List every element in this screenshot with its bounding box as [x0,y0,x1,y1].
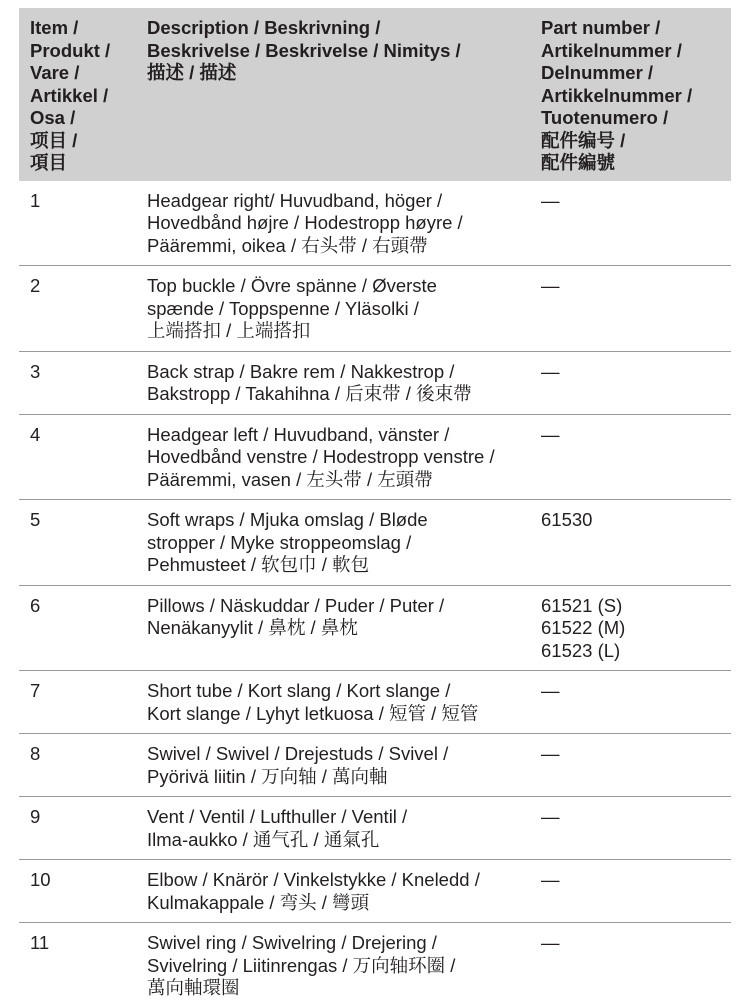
part-number [530,414,731,500]
part-number [530,351,731,414]
header-item-line: Item / [30,17,79,38]
part-number-line: — [541,189,560,211]
part-number [530,500,731,586]
part-number-line: 61521 (S) [541,594,623,616]
header-description-line: 描述 / 描述 [147,62,237,83]
header-row [19,8,731,181]
item-number: 1 [19,181,136,266]
item-number: 3 [19,351,136,414]
part-number-line: — [541,806,560,827]
part-number-line: — [541,423,560,445]
description-line: Svivelring / Liitinrengas / 万向轴环圈 / [147,954,456,976]
item-number: 4 [19,414,136,500]
part-number-line: — [541,743,560,764]
header-part-line: Artikelnummer / [541,39,682,61]
item-number: 8 [19,734,136,797]
part-number-line: 61522 (M) [541,617,626,638]
part-number-line: — [541,360,560,382]
header-part-line: Tuotenumero / [541,107,669,128]
item-number: 10 [19,860,136,923]
description-line: 萬向軸環圈 [147,977,240,998]
item-description [136,585,530,671]
part-number [530,671,731,734]
table-row [19,585,731,671]
item-description [136,923,530,1008]
table-row [19,734,731,797]
description-line: Pääremmi, vasen / 左头带 / 左頭帶 [147,468,433,490]
part-number [530,266,731,352]
part-number-line: — [541,869,560,890]
description-line: spænde / Toppspenne / Yläsolki / [147,297,419,319]
item-description [136,797,530,860]
table-body [19,181,731,1008]
item-number: 2 [19,266,136,352]
header-item-line: 项目 / [30,129,78,151]
item-description [136,734,530,797]
header-part-line: 配件编号 / [541,129,626,151]
item-description [136,351,530,414]
header-part-number [530,8,731,181]
table-row [19,351,731,414]
table-row [19,671,731,734]
description-line: Top buckle / Övre spänne / Øverste [147,275,437,296]
item-number: 7 [19,671,136,734]
description-line: Vent / Ventil / Lufthuller / Ventil / [147,806,408,827]
item-description [136,671,530,734]
table-row [19,860,731,923]
description-line: Pääremmi, oikea / 右头带 / 右頭帶 [147,234,428,256]
description-line: Swivel / Swivel / Drejestuds / Svivel / [147,743,449,764]
header-item-line: Produkt / [30,39,111,61]
header-description-line: Description / Beskrivning / [147,17,381,38]
header-part-line: 配件編號 [541,152,616,173]
part-number-line: — [541,932,560,953]
table-row [19,923,731,1008]
table-row [19,500,731,586]
header-part-line: Part number / [541,17,661,38]
item-number: 11 [30,932,50,953]
item-description [136,181,530,266]
description-line: Nenäkanyylit / 鼻枕 / 鼻枕 [147,617,358,638]
description-line: Kort slange / Lyhyt letkuosa / 短管 / 短管 [147,702,479,724]
item-description [136,414,530,500]
item-number: 9 [19,797,136,860]
description-line: Elbow / Knärör / Vinkelstykke / Kneledd / [147,869,480,890]
header-item-line: Artikkel / [30,84,109,106]
description-line: stropper / Myke stroppeomslag / [147,531,412,553]
description-line: Headgear left / Huvudband, vänster / [147,423,450,445]
description-line: Headgear right/ Huvudband, höger / [147,189,443,211]
part-number [530,734,731,797]
header-item-line: 項目 [30,152,68,173]
header-description-line: Beskrivelse / Beskrivelse / Nimitys / [147,39,461,61]
description-line: 上端搭扣 / 上端搭扣 [147,320,311,341]
part-number [530,860,731,923]
description-line: Swivel ring / Swivelring / Drejering / [147,932,437,953]
description-line: Hovedbånd venstre / Hodestropp venstre / [147,446,495,467]
header-part-line: Artikkelnummer / [541,84,693,106]
part-number-line: — [541,275,560,296]
header-item-line: Osa / [30,107,76,128]
description-line: Pyörivä liitin / 万向轴 / 萬向軸 [147,765,388,787]
parts-table [19,8,731,1008]
description-line: Kulmakappale / 弯头 / 彎頭 [147,891,370,913]
description-line: Hovedbånd højre / Hodestropp høyre / [147,212,463,233]
item-description [136,266,530,352]
description-line: Pehmusteet / 软包巾 / 軟包 [147,554,370,575]
part-number-line: — [541,680,560,701]
header-description [136,8,530,181]
table-row [19,181,731,266]
item-number: 5 [19,500,136,586]
table-header [19,8,731,181]
item-description [136,500,530,586]
table-row [19,266,731,352]
header-part-line: Delnummer / [541,62,654,83]
part-number [530,797,731,860]
part-number [530,181,731,266]
part-number-line: 61523 (L) [541,639,621,661]
description-line: Bakstropp / Takahihna / 后束带 / 後束帶 [147,383,472,404]
header-item-line: Vare / [30,62,80,83]
table-row [19,797,731,860]
description-line: Back strap / Bakre rem / Nakkestrop / [147,360,455,382]
header-item [19,8,136,181]
part-number [530,923,731,1008]
item-number: 6 [19,585,136,671]
table-row [19,414,731,500]
item-description [136,860,530,923]
description-line: Ilma-aukko / 通气孔 / 通氣孔 [147,828,380,850]
description-line: Soft wraps / Mjuka omslag / Bløde [147,509,428,530]
part-number [530,585,731,671]
description-line: Short tube / Kort slang / Kort slange / [147,680,451,701]
part-number-line: 61530 [541,509,593,530]
description-line: Pillows / Näskuddar / Puder / Puter / [147,594,445,616]
